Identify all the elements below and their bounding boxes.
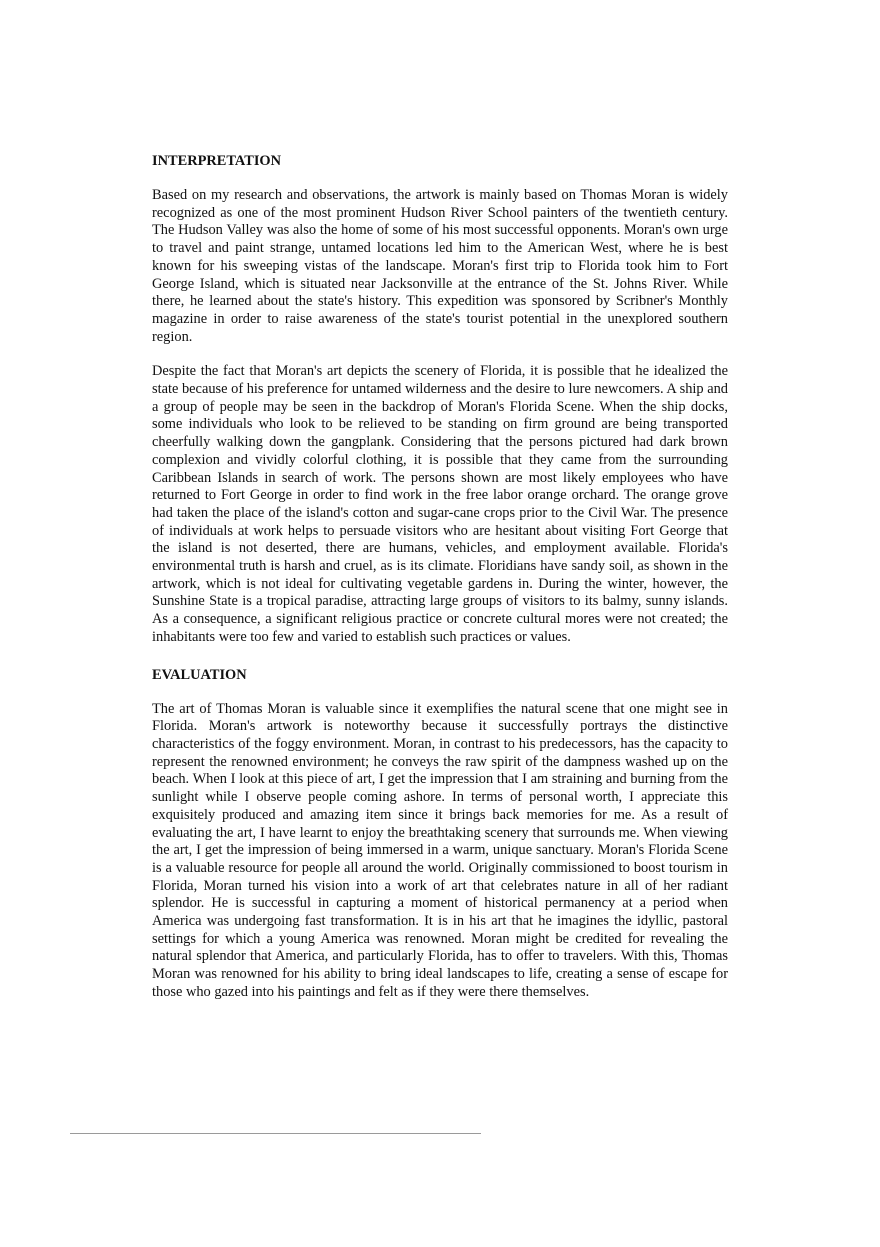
evaluation-paragraph-1: The art of Thomas Moran is valuable since it exemplifies the natural scene that one might see in Florida. Moran's artwork is noteworthy because it successfully portrays the distinctive characteristics of the foggy environment. Moran, in contrast to his predecessors, has the capacity to represent the renowned environment; he conveys the raw spirit of the dampness washed up on the beach. When I look at this piece of art, I get the impression that I am straining and burning from the sunlight while I observe people coming ashore. In terms of personal worth, I appreciate this exquisitely produced and amazing item since it brings back memories for me. As a result of evaluating the art, I have learnt to enjoy the breathtaking scenery that surrounds me. When viewing the art, I get the impression of being immersed in a warm, unique sanctuary. Moran's Florida Scene is a valuable resource for people all around the world. Originally commissioned to boost tourism in Florida, Moran turned his vision into a work of art that celebrates nature in all of her radiant splendor. He is successful in capturing a moment of historical permanency at a period when America was undergoing fast transformation. It is in his art that he imagines the idyllic, pastoral settings for which a young America was renowned. Moran might be credited for revealing the natural splendor that America, and particularly Florida, has to offer to travelers. With this, Thomas Moran was renowned for his ability to bring ideal landscapes to life, creating a sense of escape for those who gazed into his paintings and felt as if they were there themselves. <box>152 700 728 1000</box>
interpretation-paragraph-2: Despite the fact that Moran's art depicts the scenery of Florida, it is possible that he idealized the state because of his preference for untamed wilderness and the desire to lure newcomers. A ship and a group of people may be seen in the backdrop of Moran's Florida Scene. When the ship docks, some individuals who look to be relieved to be standing on firm ground are being transported cheerfully walking down the gangplank. Considering that the persons pictured had dark brown complexion and vividly colorful clothing, it is possible that they came from the surrounding Caribbean Islands in search of work. The persons shown are most likely employees who have returned to Fort George in order to find work in the free labor orange orchard. The orange grove had taken the place of the island's cotton and sugar-cane crops prior to the Civil War. The presence of individuals at work helps to persuade visitors who are hesitant about visiting Fort George that the island is not deserted, there are humans, vehicles, and employment available. Florida's environmental truth is harsh and cruel, as is its climate. Floridians have sandy soil, as shown in the artwork, which is not ideal for cultivating vegetable gardens in. During the winter, however, the Sunshine State is a tropical paradise, attracting large groups of visitors to its balmy, sunny islands. As a consequence, a significant religious practice or concrete cultural mores were not created; the inhabitants were too few and varied to establish such practices or values. <box>152 363 728 645</box>
document-page <box>152 151 728 1020</box>
heading-interpretation: INTERPRETATION <box>152 153 282 169</box>
heading-evaluation: EVALUATION <box>152 666 247 683</box>
footnote-separator-line <box>70 1133 481 1134</box>
interpretation-paragraph-1: Based on my research and observations, the artwork is mainly based on Thomas Moran is widely recognized as one of the most prominent Hudson River School painters of the twentieth century. The Hudson Valley was also the home of some of his most successful opponents. Moran's own urge to travel and paint strange, untamed locations led him to the American West, where he is best known for his sweeping vistas of the landscape. Moran's first trip to Florida took him to Fort George Island, which is situated near Jacksonville at the entrance of the St. Johns River. While there, he learned about the state's history. This expedition was sponsored by Scribner's Monthly magazine in order to raise awareness of the state's tourist potential in the unexplored southern region. <box>152 187 728 345</box>
